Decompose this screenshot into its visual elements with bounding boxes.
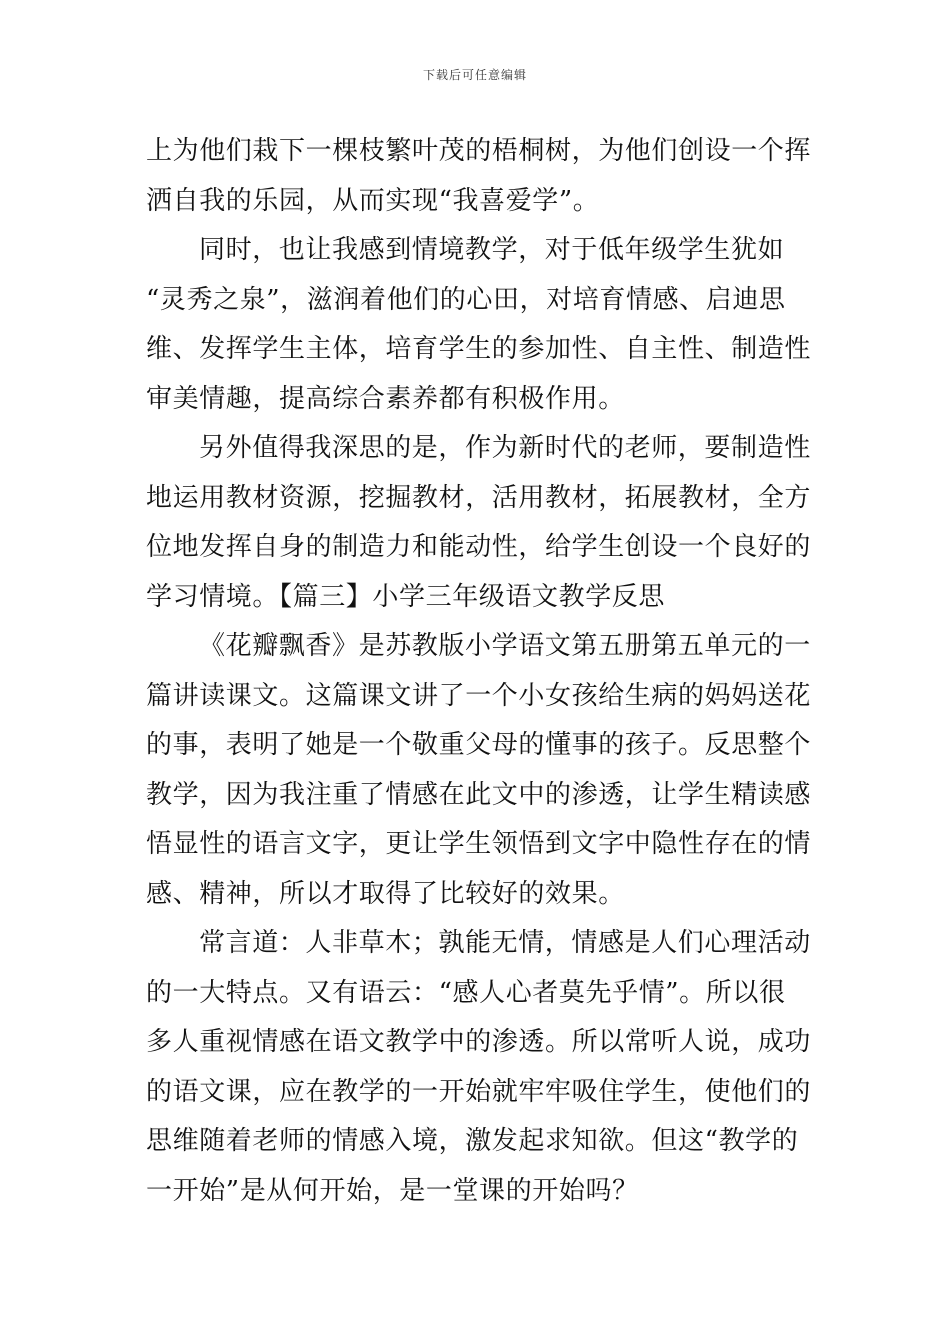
text-line: 悟显性的语言文字，更让学生领悟到文字中隐性存在的情 bbox=[146, 829, 812, 859]
text-line: 多人重视情感在语文教学中的渗透。所以常听人说，成功 bbox=[146, 1027, 812, 1057]
text-line: 篇讲读课文。这篇课文讲了一个小女孩给生病的妈妈送花 bbox=[146, 680, 812, 711]
document-body bbox=[146, 127, 810, 1216]
paragraph-start-line: 另外值得我深思的是，作为新时代的老师，要制造性 bbox=[199, 433, 811, 463]
text-line: 审美情趣，提高综合素养都有积极作用。 bbox=[146, 383, 625, 414]
text-line: 一开始”是从何开始，是一堂课的开始吗？ bbox=[146, 1175, 639, 1206]
text-line: 的语文课，应在教学的一开始就牢牢吸住学生，使他们的 bbox=[146, 1076, 812, 1107]
text-line: 感、精神，所以才取得了比较好的效果。 bbox=[146, 878, 625, 909]
text-line: 上为他们栽下一棵枝繁叶茂的梧桐树，为他们创设一个挥 bbox=[146, 136, 812, 166]
text-line: 的一大特点。又有语云：“感人心者莫先乎情”。所以很 bbox=[146, 977, 786, 1008]
text-line: 学习情境。【篇三】小学三年级语文教学反思 bbox=[146, 581, 666, 612]
paragraph-start-line: 《花瓣飘香》是苏教版小学语文第五册第五单元的一 bbox=[199, 631, 811, 661]
text-line: 思维随着老师的情感入境，激发起求知欲。但这“教学的 bbox=[146, 1126, 799, 1156]
text-line: 地运用教材资源，挖掘教材，活用教材，拓展教材，全方 bbox=[146, 482, 812, 513]
text-line: “灵秀之泉”，滋润着他们的心田，对培育情感、启迪思 bbox=[146, 284, 786, 315]
paragraph-start-line: 同时，也让我感到情境教学，对于低年级学生犹如 bbox=[199, 235, 785, 265]
text-line: 维、发挥学生主体，培育学生的参加性、自主性、制造性 bbox=[146, 334, 812, 364]
text-line: 洒自我的乐园，从而实现“我喜爱学”。 bbox=[146, 185, 600, 216]
text-line: 位地发挥自身的制造力和能动性，给学生创设一个良好的 bbox=[146, 532, 812, 562]
page-header: 下载后可任意编辑 bbox=[422, 68, 527, 82]
paragraph-start-line: 常言道：人非草木；孰能无情，情感是人们心理活动 bbox=[199, 928, 811, 958]
text-line: 教学，因为我注重了情感在此文中的渗透，让学生精读感 bbox=[146, 779, 812, 810]
text-line: 的事，表明了她是一个敬重父母的懂事的孩子。反思整个 bbox=[146, 730, 812, 760]
